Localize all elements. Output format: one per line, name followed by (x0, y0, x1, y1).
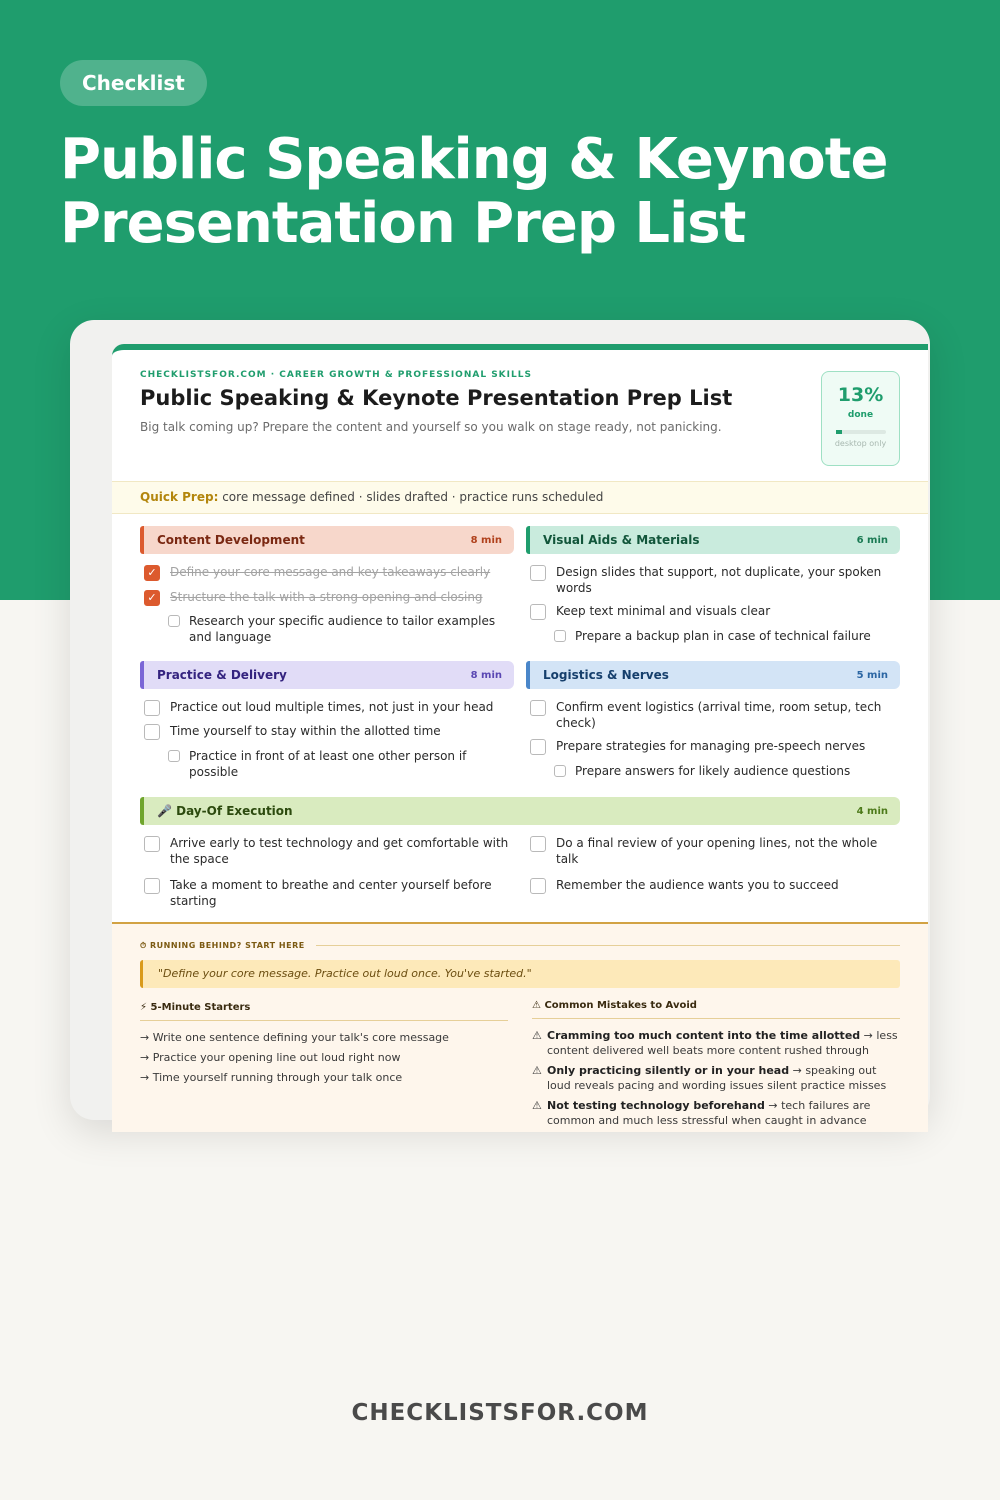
checklist-item: Time yourself to stay within the allotted time (170, 724, 441, 738)
running-behind-panel (112, 922, 928, 1132)
quick-prep-label: Quick Prep: (140, 490, 219, 504)
checkbox[interactable] (144, 724, 160, 740)
progress-widget (821, 371, 900, 466)
checklist-item: Structure the talk with a strong opening and closing (170, 590, 483, 604)
mistake-detail: → speaking out loud reveals pacing and wording issues silent practice misses (547, 1064, 887, 1092)
checklist-item: Design slides that support, not duplicate, your spoken words (556, 565, 882, 595)
footer-brand[interactable]: CHECKLISTSFOR.COM (351, 1400, 649, 1426)
checklist-item: Arrive early to test technology and get comfortable with the space (170, 836, 509, 866)
checkbox[interactable] (530, 604, 546, 620)
checkbox[interactable] (144, 700, 160, 716)
starter-item: → Practice your opening line out loud right now (140, 1051, 401, 1064)
progress-done-label: done (847, 410, 874, 420)
progress-bar-fill (836, 430, 843, 434)
page-title: Public Speaking & Keynote Presentation Prep List (140, 386, 733, 410)
checklist-item: Take a moment to breathe and center yourself before starting (170, 878, 492, 908)
section-header[interactable] (140, 661, 514, 689)
section-title: 🎤 Day-Of Execution (157, 804, 293, 818)
warning-icon: ⚠ (532, 1029, 542, 1042)
section-time: 5 min (856, 669, 888, 681)
quick-prep-bar (112, 481, 928, 514)
warning-icon: ⚠ (532, 1064, 542, 1077)
preview-frame (70, 320, 930, 1127)
checklist-item: Keep text minimal and visuals clear (556, 604, 771, 618)
section-time: 6 min (856, 534, 888, 546)
mistake-title: Not testing technology beforehand (547, 1099, 765, 1112)
progress-bar (836, 430, 886, 434)
mistake-title: Only practicing silently or in your head (547, 1064, 790, 1077)
checkbox[interactable] (554, 630, 566, 642)
section-practice-delivery (140, 661, 514, 689)
mistake-item (532, 1028, 902, 1058)
mistakes-title: ⚠ Common Mistakes to Avoid (532, 1000, 697, 1011)
checkbox[interactable] (144, 836, 160, 852)
mistake-detail: → tech failures are common and much less stressful when caught in advance (547, 1099, 871, 1127)
checkbox[interactable] (168, 750, 180, 762)
checklist-card (112, 344, 928, 1127)
section-logistics-nerves (526, 661, 900, 689)
divider (140, 1020, 508, 1021)
section-time: 8 min (470, 534, 502, 546)
section-title: Logistics & Nerves (543, 668, 669, 682)
mistake-item (532, 1063, 902, 1093)
mistake-detail: → less content delivered well beats more content rushed through (547, 1029, 898, 1057)
quick-prep-text: core message defined · slides drafted · practice runs scheduled (222, 490, 604, 504)
checklist-badge: Checklist (60, 60, 207, 106)
checkbox-checked[interactable]: ✓ (144, 565, 160, 581)
section-title: Visual Aids & Materials (543, 533, 700, 547)
starter-item: → Write one sentence defining your talk's core message (140, 1031, 449, 1044)
checklist-item: Prepare a backup plan in case of technical failure (575, 629, 871, 643)
section-content-development (140, 526, 514, 554)
section-header[interactable] (526, 526, 900, 554)
progress-note: desktop only (834, 439, 887, 448)
checkbox[interactable] (554, 765, 566, 777)
section-title: Practice & Delivery (157, 668, 287, 682)
checkbox[interactable] (530, 700, 546, 716)
checkbox[interactable] (530, 836, 546, 852)
checkbox[interactable] (530, 739, 546, 755)
checklist-item: Practice out loud multiple times, not just in your head (170, 700, 494, 714)
checklist-item: Define your core message and key takeaways clearly (170, 565, 491, 579)
checkbox[interactable] (530, 878, 546, 894)
checklist-item: Research your specific audience to tailor examples and language (189, 614, 496, 644)
motivation-quote: "Define your core message. Practice out loud once. You've started." (140, 960, 900, 988)
starters-title: ⚡ 5-Minute Starters (140, 1002, 251, 1013)
section-visual-aids (526, 526, 900, 554)
breadcrumb[interactable]: CHECKLISTSFOR.COM · CAREER GROWTH & PROFESSIONAL SKILLS (140, 370, 532, 380)
mistake-title: Cramming too much content into the time allotted (547, 1029, 861, 1042)
section-day-of-execution (140, 797, 900, 825)
starter-item: → Time yourself running through your talk once (140, 1071, 403, 1084)
divider (532, 1018, 900, 1019)
warning-icon: ⚠ (532, 1099, 542, 1112)
checkbox-checked[interactable]: ✓ (144, 590, 160, 606)
checklist-item: Practice in front of at least one other person if possible (189, 749, 467, 779)
hero-title: Public Speaking & Keynote Presentation Prep List (60, 127, 888, 256)
section-header[interactable] (526, 661, 900, 689)
mistake-item (532, 1098, 902, 1128)
section-header[interactable] (140, 526, 514, 554)
section-title: Content Development (157, 533, 305, 547)
section-time: 4 min (856, 805, 888, 817)
page-subtitle: Big talk coming up? Prepare the content and yourself so you walk on stage ready, not panicking. (140, 420, 722, 434)
checkbox[interactable] (144, 878, 160, 894)
progress-percent: 13% (837, 384, 884, 406)
checklist-item: Confirm event logistics (arrival time, room setup, tech check) (556, 700, 882, 730)
checkbox[interactable] (168, 615, 180, 627)
divider (316, 945, 900, 946)
checklist-item: Prepare strategies for managing pre-speech nerves (556, 739, 866, 753)
running-behind-kicker: ⏱ RUNNING BEHIND? START HERE (140, 941, 305, 950)
checklist-item: Do a final review of your opening lines, not the whole talk (556, 836, 878, 866)
checklist-item: Prepare answers for likely audience questions (575, 764, 851, 778)
section-header[interactable] (140, 797, 900, 825)
checkbox[interactable] (530, 565, 546, 581)
checklist-item: Remember the audience wants you to succeed (556, 878, 839, 892)
section-time: 8 min (470, 669, 502, 681)
